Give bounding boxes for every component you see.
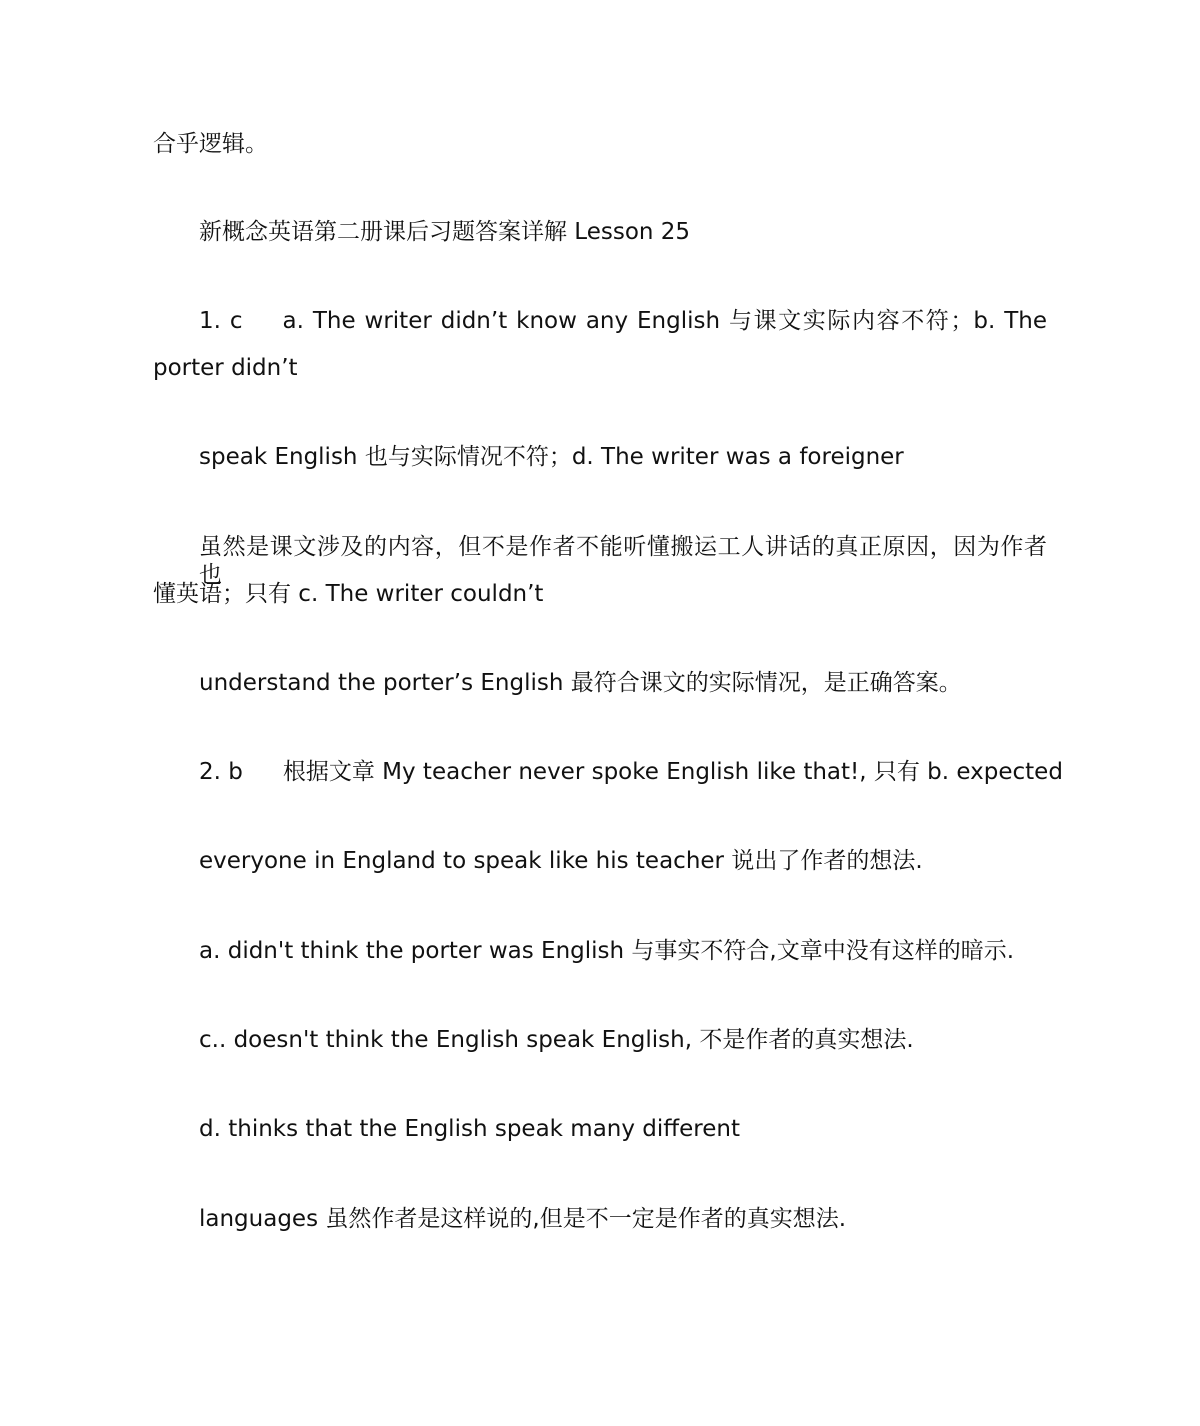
line-text: 懂英语；只有 c. The writer couldn’t xyxy=(153,581,544,607)
answer-number: 2. b xyxy=(199,759,243,785)
text-line xyxy=(199,1026,1047,1054)
line-text: speak English 也与实际情况不符；d. The writer was a foreigner xyxy=(199,444,904,470)
text-line xyxy=(199,669,1047,697)
text-line xyxy=(153,130,1047,158)
line-text: everyone in England to speak like his teacher 说出了作者的想法. xyxy=(199,848,923,874)
line-text: a. The writer didn’t know any English 与课文实际内容不符；b. The xyxy=(282,308,1048,334)
line-text: 新概念英语第二册课后习题答案详解 Lesson 25 xyxy=(199,219,691,245)
answer-1-line xyxy=(199,307,1047,335)
answer-2-line xyxy=(199,758,1063,786)
line-text: c.. doesn't think the English speak English, 不是作者的真实想法. xyxy=(199,1027,914,1053)
line-text: a. didn't think the porter was English 与事实不符合,文章中没有这样的暗示. xyxy=(199,938,1015,964)
text-line xyxy=(153,580,1047,608)
line-text: languages 虽然作者是这样说的,但是不一定是作者的真实想法. xyxy=(199,1206,846,1232)
line-text: 虽然是课文涉及的内容，但不是作者不能听懂搬运工人讲话的真正原因，因为作者也 xyxy=(199,534,1047,588)
text-line xyxy=(199,847,1047,875)
text-line xyxy=(199,1205,1047,1233)
text-line xyxy=(153,354,1047,382)
lesson-heading xyxy=(199,218,1047,246)
line-text: 合乎逻辑。 xyxy=(153,131,268,157)
text-line xyxy=(199,937,1047,965)
answer-number: 1. c xyxy=(199,308,243,334)
text-line xyxy=(199,443,1047,471)
line-text: understand the porter’s English 最符合课文的实际情况，是正确答案。 xyxy=(199,670,962,696)
line-text: porter didn’t xyxy=(153,355,298,381)
text-line xyxy=(199,1115,1047,1143)
line-text: 根据文章 My teacher never spoke English like that!, 只有 b. expected xyxy=(282,759,1063,785)
line-text: d. thinks that the English speak many different xyxy=(199,1116,740,1142)
